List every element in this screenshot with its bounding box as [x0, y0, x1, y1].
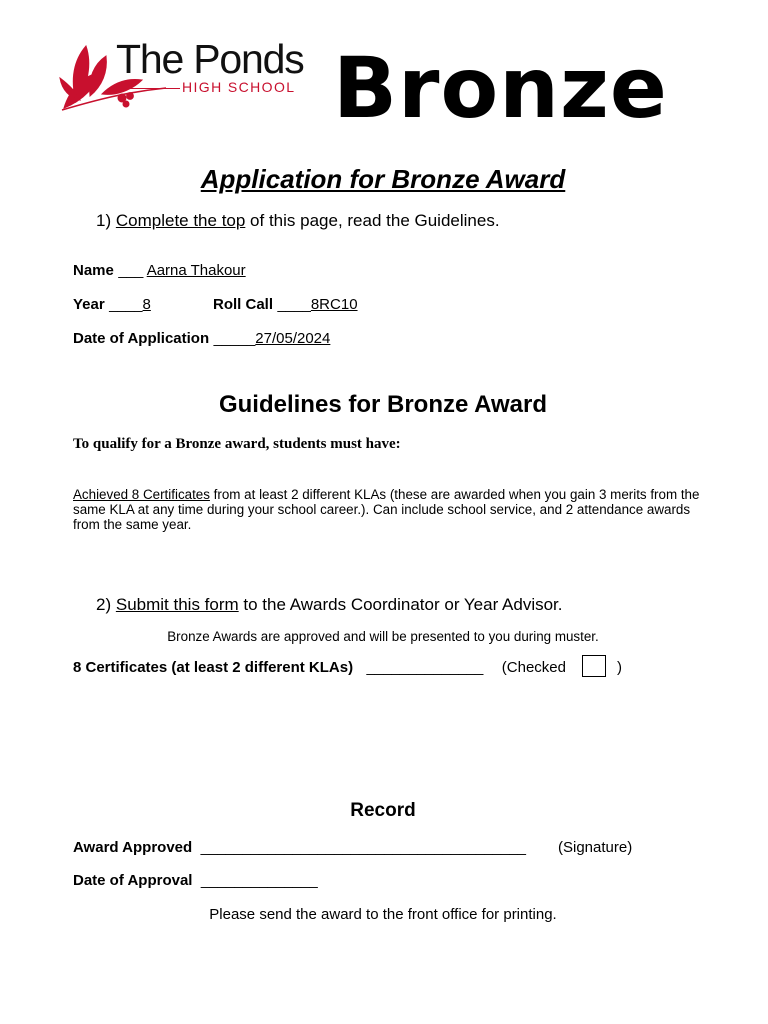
name-blank: ___	[118, 262, 147, 279]
award-approved-signature-field[interactable]: _______________________________________	[200, 839, 526, 856]
qualify-statement: To qualify for a Bronze award, students must have:	[73, 436, 401, 452]
certificates-label: 8 Certificates (at least 2 different KLAs)	[73, 659, 354, 676]
step-1-number: 1)	[96, 211, 112, 230]
send-award-note: Please send the award to the front office for printing.	[209, 906, 557, 923]
date-of-application-row	[73, 330, 330, 348]
name-row	[73, 262, 246, 280]
date-of-application-label: Date of Application	[73, 330, 210, 347]
step-2-instruction	[96, 595, 563, 615]
award-approved-row	[73, 839, 526, 857]
checked-label: (Checked	[501, 659, 566, 676]
date-of-approval-label: Date of Approval	[73, 872, 193, 889]
step-1-rest: of this page, read the Guidelines.	[245, 211, 500, 230]
checked-checkbox[interactable]	[582, 655, 606, 677]
date-of-application-blank: _____	[213, 330, 256, 347]
logo-divider	[120, 88, 180, 89]
roll-call-blank: ____	[277, 296, 311, 313]
logo-school-name: The Ponds	[116, 36, 304, 82]
year-label: Year	[73, 296, 105, 313]
guidelines-body-text: from at least 2 different KLAs (these are awarded when you gain 3 merits from the same KLA at any time during your school career.). Can include school service, and 2 attendance awards from the same year.	[73, 487, 700, 532]
award-approved-label: Award Approved	[73, 839, 193, 856]
year-blank: ____	[109, 296, 143, 313]
date-of-approval-field[interactable]: ______________	[200, 872, 318, 889]
step-2-number: 2)	[96, 595, 112, 614]
roll-call-field[interactable]: 8RC10	[310, 296, 358, 313]
signature-label: (Signature)	[558, 839, 633, 856]
certificates-row	[73, 659, 566, 677]
logo-school-subtitle: HIGH SCHOOL	[182, 79, 296, 95]
achieved-certificates-text: Achieved 8 Certificates	[73, 487, 210, 502]
step-2-rest: to the Awards Coordinator or Year Advisor.	[238, 595, 563, 614]
step-1-instruction	[96, 211, 500, 231]
application-title: Application for Bronze Award	[200, 164, 566, 194]
year-row	[73, 296, 151, 314]
approval-note: Bronze Awards are approved and will be presented to you during muster.	[167, 629, 599, 644]
date-of-application-field[interactable]: 27/05/2024	[255, 330, 331, 347]
step-1-link: Complete the top	[115, 211, 246, 230]
checked-label-close: )	[617, 659, 622, 676]
date-of-approval-row	[73, 872, 318, 890]
step-2-link: Submit this form	[115, 595, 239, 614]
award-level-title: Bronze	[333, 39, 668, 137]
record-title: Record	[350, 800, 416, 821]
roll-call-row	[213, 296, 358, 314]
name-field[interactable]: Aarna Thakour	[146, 262, 246, 279]
name-label: Name	[73, 262, 114, 279]
year-field[interactable]: 8	[142, 296, 151, 313]
guidelines-body	[73, 487, 703, 532]
guidelines-title: Guidelines for Bronze Award	[218, 391, 548, 418]
roll-call-label: Roll Call	[213, 296, 274, 313]
certificates-field[interactable]: ______________	[366, 659, 484, 676]
